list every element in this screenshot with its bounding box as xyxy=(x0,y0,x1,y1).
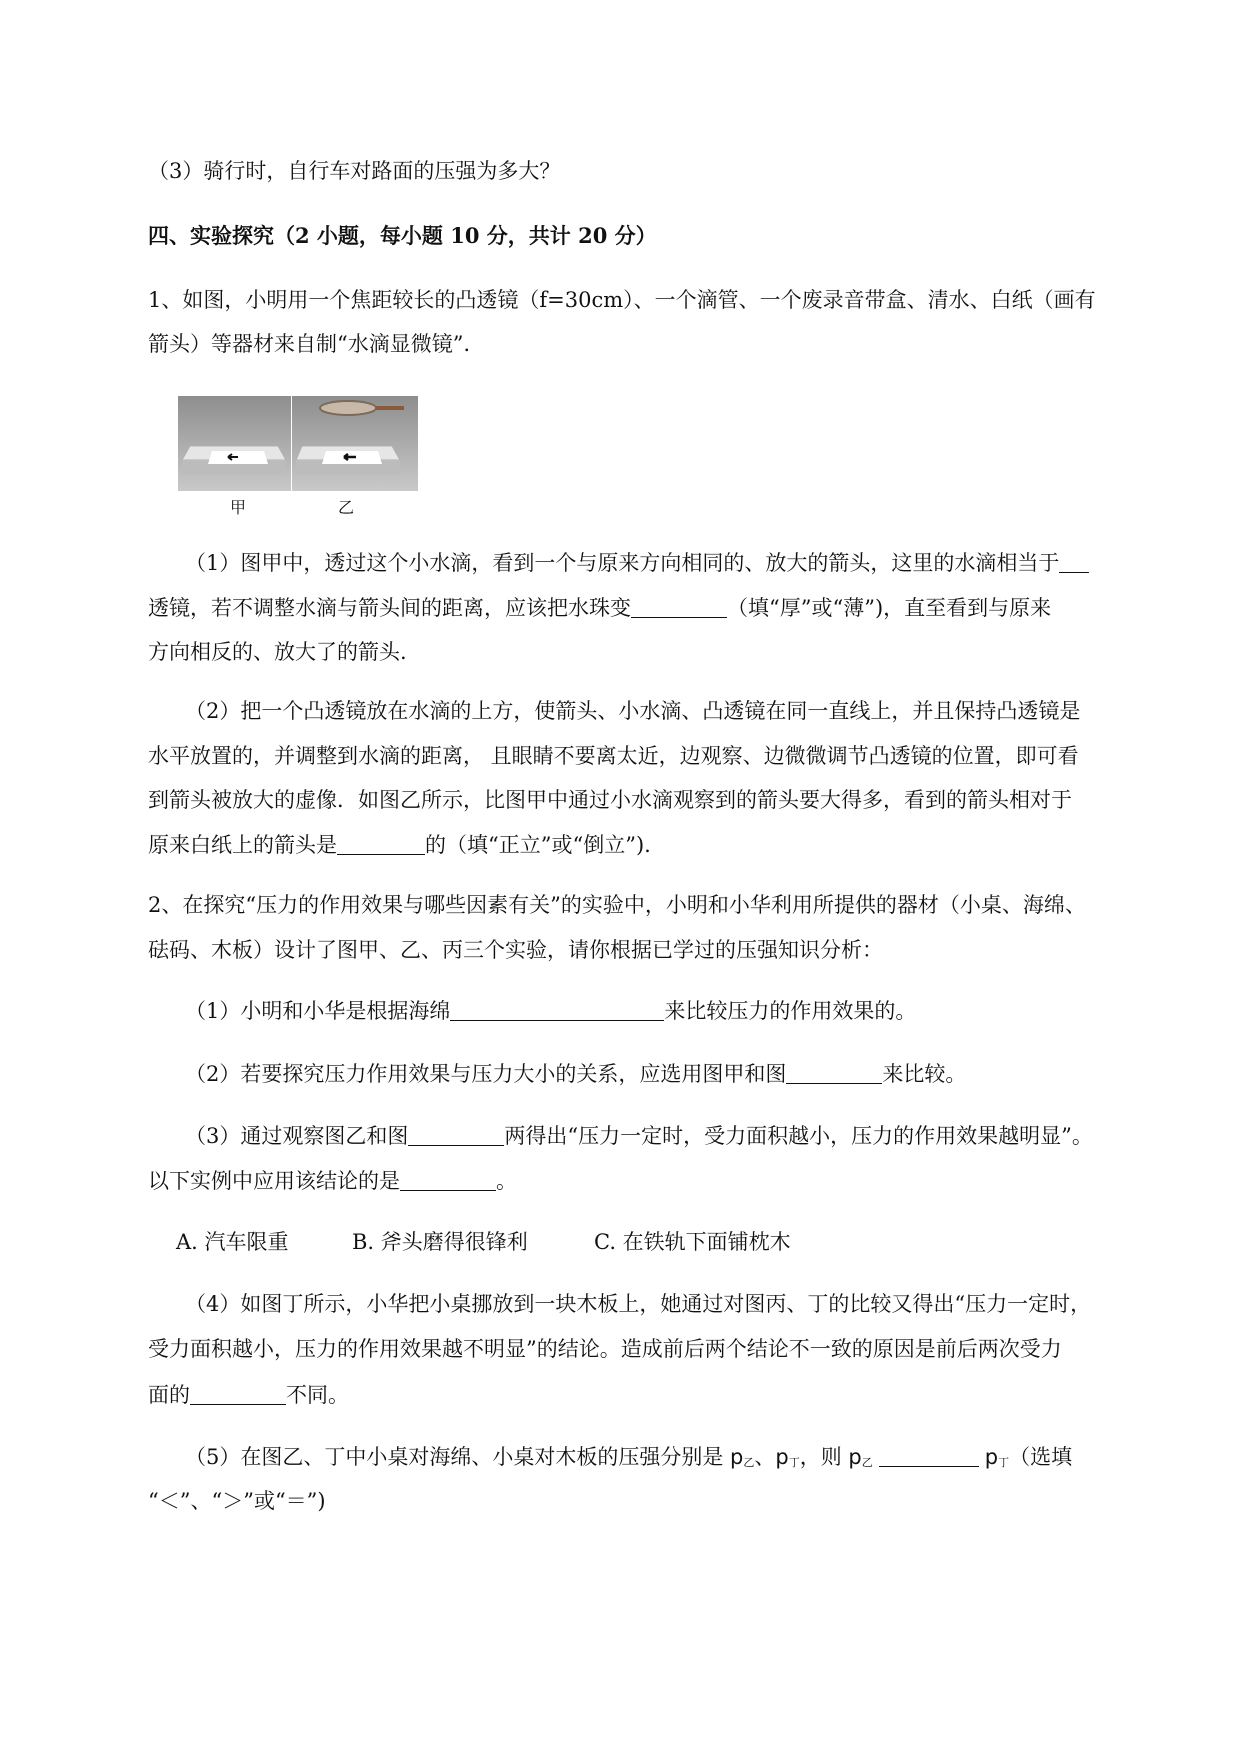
text: （2）若要探究压力作用效果与压力大小的关系，应选用图甲和图 xyxy=(185,1062,787,1086)
convex-lens-icon xyxy=(320,401,376,415)
subscript: 乙 xyxy=(743,1456,755,1469)
option-b[interactable]: B. 斧头磨得很锋利 xyxy=(352,1230,528,1254)
experiment-2-q3-line-2 xyxy=(148,1170,517,1192)
answer-blank[interactable] xyxy=(450,1000,664,1021)
answer-blank[interactable] xyxy=(408,1125,504,1146)
water-drop-microscope-figure xyxy=(178,396,418,491)
answer-blank[interactable] xyxy=(400,1170,496,1191)
text: 的（填“正立”或“倒立”). xyxy=(425,833,651,857)
symbol-p: p xyxy=(775,1445,789,1469)
option-c[interactable]: C. 在铁轨下面铺枕木 xyxy=(594,1230,791,1254)
experiment-1-q1-line-3: 方向相反的、放大了的箭头. xyxy=(148,640,407,664)
question-3-part-3: （3）骑行时，自行车对路面的压强为多大？ xyxy=(148,159,561,183)
figure-panel-b xyxy=(292,396,418,491)
experiment-1-q2-line-4 xyxy=(148,834,651,856)
figure-panel-a xyxy=(178,396,291,491)
experiment-1-intro-line-2: 箭头）等器材来自制“水滴显微镜”． xyxy=(148,332,485,356)
text: 不同。 xyxy=(286,1383,349,1407)
experiment-1-q2-line-3: 到箭头被放大的虚像．如图乙所示，比图甲中通过小水滴观察到的箭头要大得多，看到的箭头相对于 xyxy=(148,788,1072,812)
text: （填“厚”或“薄”)，直至看到与原来 xyxy=(727,596,1052,620)
text: （3）通过观察图乙和图 xyxy=(185,1124,409,1148)
answer-blank[interactable] xyxy=(879,1446,979,1467)
text: 透镜，若不调整水滴与箭头间的距离，应该把水珠变 xyxy=(148,596,631,620)
answer-blank[interactable] xyxy=(786,1063,882,1084)
text: 来比较压力的作用效果的。 xyxy=(664,999,917,1023)
text: 原来白纸上的箭头是 xyxy=(148,833,337,857)
answer-blank[interactable] xyxy=(190,1384,286,1405)
text: （1）图甲中，透过这个小水滴，看到一个与原来方向相同的、放大的箭头，这里的水滴相当于 xyxy=(185,551,1060,575)
text: ，则 xyxy=(799,1445,849,1469)
experiment-2-q5-line-2: “＜”、“＞”或“＝”) xyxy=(148,1489,326,1513)
figure-label-b: 乙 xyxy=(338,498,355,517)
experiment-2-q5-line-1 xyxy=(185,1446,1072,1468)
subscript: 丁 xyxy=(998,1456,1010,1469)
text: 。 xyxy=(496,1169,517,1193)
subscript: 乙 xyxy=(861,1456,873,1469)
experiment-2-intro-line-1: 2、在探究“压力的作用效果与哪些因素有关”的实验中，小明和小华利用所提供的器材（小桌、海绵、 xyxy=(148,893,1086,917)
text: 来比较。 xyxy=(882,1062,967,1086)
text: （1）小明和小华是根据海绵 xyxy=(185,999,451,1023)
section-heading: 四、实验探究（2 小题，每小题 10 分，共计 20 分） xyxy=(148,223,657,248)
text: 面的 xyxy=(148,1383,190,1407)
symbol-p: p xyxy=(848,1445,862,1469)
answer-blank[interactable] xyxy=(631,597,727,618)
experiment-1-q2-line-2: 水平放置的，并调整到水滴的距离， 且眼睛不要离太近，边观察、边微微调节凸透镜的位置，即可看 xyxy=(148,744,1079,768)
experiment-1-q2-line-1: （2）把一个凸透镜放在水滴的上方，使箭头、小水滴、凸透镜在同一直线上，并且保持凸透镜是 xyxy=(185,699,1081,723)
text: 、 xyxy=(754,1445,776,1469)
option-a[interactable]: A. 汽车限重 xyxy=(176,1230,289,1254)
experiment-2-intro-line-2: 砝码、木板）设计了图甲、乙、丙三个实验，请你根据已学过的压强知识分析： xyxy=(148,938,883,962)
subscript: 丁 xyxy=(788,1456,800,1469)
experiment-1-q1-line-1 xyxy=(185,552,1089,574)
answer-blank[interactable] xyxy=(337,834,425,855)
experiment-2-q4-line-1: （4）如图丁所示，小华把小桌挪放到一块木板上，她通过对图丙、丁的比较又得出“压力一定时， xyxy=(185,1292,1092,1316)
text: （5）在图乙、丁中小桌对海绵、小桌对木板的压强分别是 xyxy=(185,1445,731,1469)
experiment-2-q4-line-2: 受力面积越小，压力的作用效果越不明显”的结论。造成前后两个结论不一致的原因是前后两次受力 xyxy=(148,1337,1062,1361)
experiment-2-q1 xyxy=(185,1000,916,1022)
experiment-2-q3-line-1 xyxy=(185,1125,1093,1147)
symbol-p: p xyxy=(730,1445,744,1469)
answer-blank[interactable] xyxy=(1059,552,1089,573)
experiment-2-q4-line-3 xyxy=(148,1384,349,1406)
experiment-1-intro-line-1: 1、如图，小明用一个焦距较长的凸透镜（f=30cm）、一个滴管、一个废录音带盒、清水、白纸（画有 xyxy=(148,288,1096,312)
figure-label-a: 甲 xyxy=(230,498,247,517)
text: 两得出“压力一定时，受力面积越小，压力的作用效果越明显”。 xyxy=(504,1124,1093,1148)
text: 以下实例中应用该结论的是 xyxy=(148,1169,400,1193)
symbol-p: p xyxy=(984,1445,999,1469)
experiment-2-q2 xyxy=(185,1063,966,1085)
text: （选填 xyxy=(1009,1445,1073,1469)
experiment-1-q1-line-2 xyxy=(148,597,1051,619)
